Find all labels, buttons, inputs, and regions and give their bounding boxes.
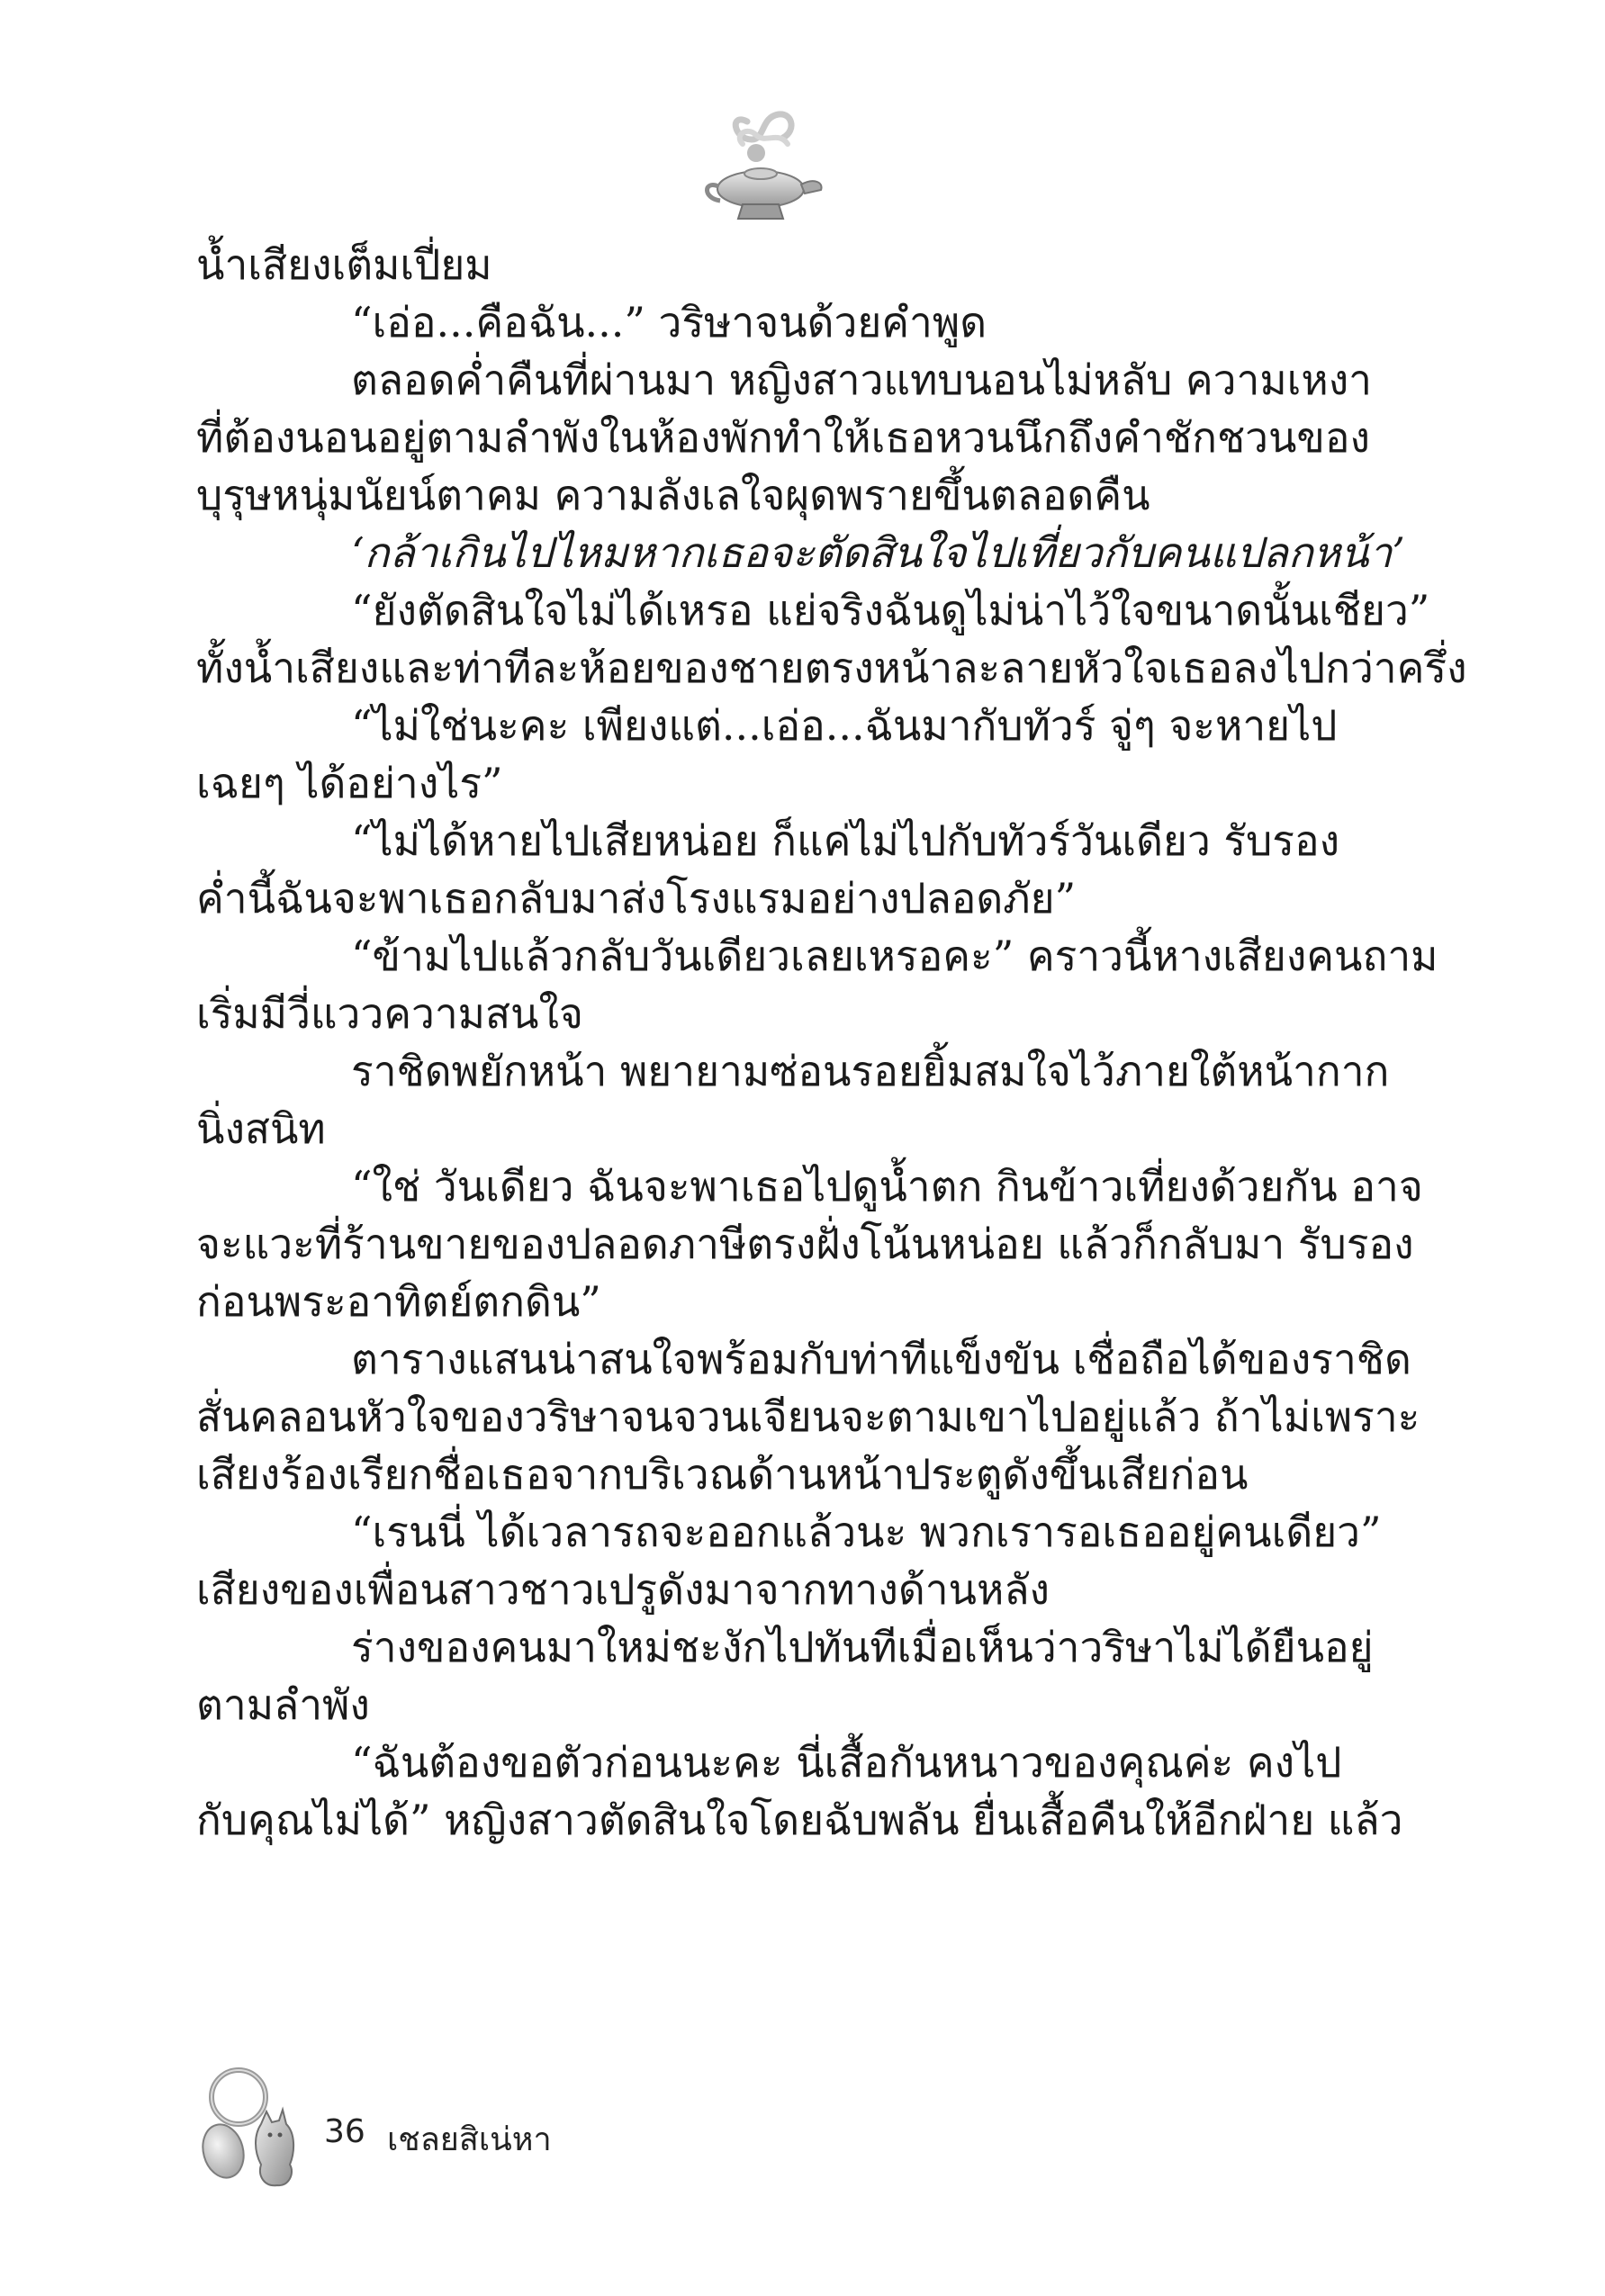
chapter-body-text (196, 236, 1467, 1849)
text-line: เสียงของเพื่อนสาวชาวเปรูดังมาจากทางด้านหลัง (196, 1565, 1050, 1614)
text-line: “ยังตัดสินใจไม่ได้เหรอ แย่จริงฉันดูไม่น่าไว้ใจขนาดนั้นเชียว” (351, 586, 1430, 635)
text-line: เริ่มมีวี่แววความสนใจ (196, 989, 583, 1038)
text-line: น้ำเสียงเต็มเปี่ยม (196, 240, 492, 289)
text-line: ตามลำพัง (196, 1680, 370, 1729)
text-line: เสียงร้องเรียกชื่อเธอจากบริเวณด้านหน้าประตูดังขึ้นเสียก่อน (196, 1450, 1249, 1499)
text-line: ก่อนพระอาทิตย์ตกดิน” (196, 1277, 601, 1326)
text-line: กับคุณไม่ได้” หญิงสาวตัดสินใจโดยฉับพลัน ยื่นเสื้อคืนให้อีกฝ่าย แล้ว (196, 1796, 1403, 1844)
text-line: ราชิดพยักหน้า พยายามซ่อนรอยยิ้มสมใจไว้ภายใต้หน้ากาก (351, 1047, 1390, 1095)
text-line: ตลอดค่ำคืนที่ผ่านมา หญิงสาวแทบนอนไม่หลับ ความเหงา (351, 356, 1372, 404)
text-line: ค่ำนี้ฉันจะพาเธอกลับมาส่งโรงแรมอย่างปลอดภัย” (196, 874, 1077, 923)
genie-lamp-icon (693, 104, 828, 234)
text-line: “ใช่ วันเดียว ฉันจะพาเธอไปดูน้ำตก กินข้าวเที่ยงด้วยกัน อาจ (351, 1162, 1423, 1211)
text-line: บุรุษหนุ่มนัยน์ตาคม ความลังเลใจผุดพรายขึ้นตลอดคืน (196, 471, 1150, 519)
text-line: “ฉันต้องขอตัวก่อนนะคะ นี่เสื้อกันหนาวของคุณค่ะ คงไป (351, 1738, 1342, 1787)
text-line: “ไม่ใช่นะคะ เพียงแต่...เอ่อ...ฉันมากับทัวร์ จู่ๆ จะหายไป (351, 701, 1338, 750)
text-line: “เอ่อ...คือฉัน...” วริษาจนด้วยคำพูด (351, 298, 987, 347)
text-line: จะแวะที่ร้านขายของปลอดภาษีตรงฝั่งโน้นหน่อย แล้วก็กลับมา รับรอง (196, 1220, 1414, 1268)
text-line: “ข้ามไปแล้วกลับวันเดียวเลยเหรอคะ” คราวนี้หางเสียงคนถาม (351, 932, 1438, 980)
text-line: สั่นคลอนหัวใจของวริษาจนจวนเจียนจะตามเขาไปอยู่แล้ว ถ้าไม่เพราะ (196, 1392, 1420, 1441)
text-line: ตารางแสนน่าสนใจพร้อมกับท่าทีแข็งขัน เชื่อถือได้ของราชิด (351, 1335, 1411, 1383)
text-line: นิ่งสนิท (196, 1104, 326, 1153)
text-line: เฉยๆ ได้อย่างไร” (196, 759, 503, 807)
text-line: ที่ต้องนอนอยู่ตามลำพังในห้องพักทำให้เธอหวนนึกถึงคำชักชวนของ (196, 413, 1370, 462)
page-footer (189, 2061, 729, 2196)
page-number: 36 (324, 2113, 365, 2150)
text-line: “เรนนี่ ได้เวลารถจะออกแล้วนะ พวกเรารอเธออยู่คนเดียว” (351, 1508, 1382, 1556)
text-line: ทั้งน้ำเสียงและท่าทีละห้อยของชายตรงหน้าละลายหัวใจเธอลงไปกว่าครึ่ง (196, 644, 1467, 692)
running-title: เชลยสิเน่หา (387, 2121, 552, 2158)
text-line: ร่างของคนมาใหม่ชะงักไปทันทีเมื่อเห็นว่าวริษาไม่ได้ยืนอยู่ (351, 1623, 1374, 1671)
cat-keychain-icon (189, 2061, 315, 2196)
text-line: ‘กล้าเกินไปไหมหากเธอจะตัดสินใจไปเที่ยวกับคนแปลกหน้า’ (351, 528, 1405, 577)
text-line: “ไม่ได้หายไปเสียหน่อย ก็แค่ไม่ไปกับทัวร์วันเดียว รับรอง (351, 816, 1340, 865)
